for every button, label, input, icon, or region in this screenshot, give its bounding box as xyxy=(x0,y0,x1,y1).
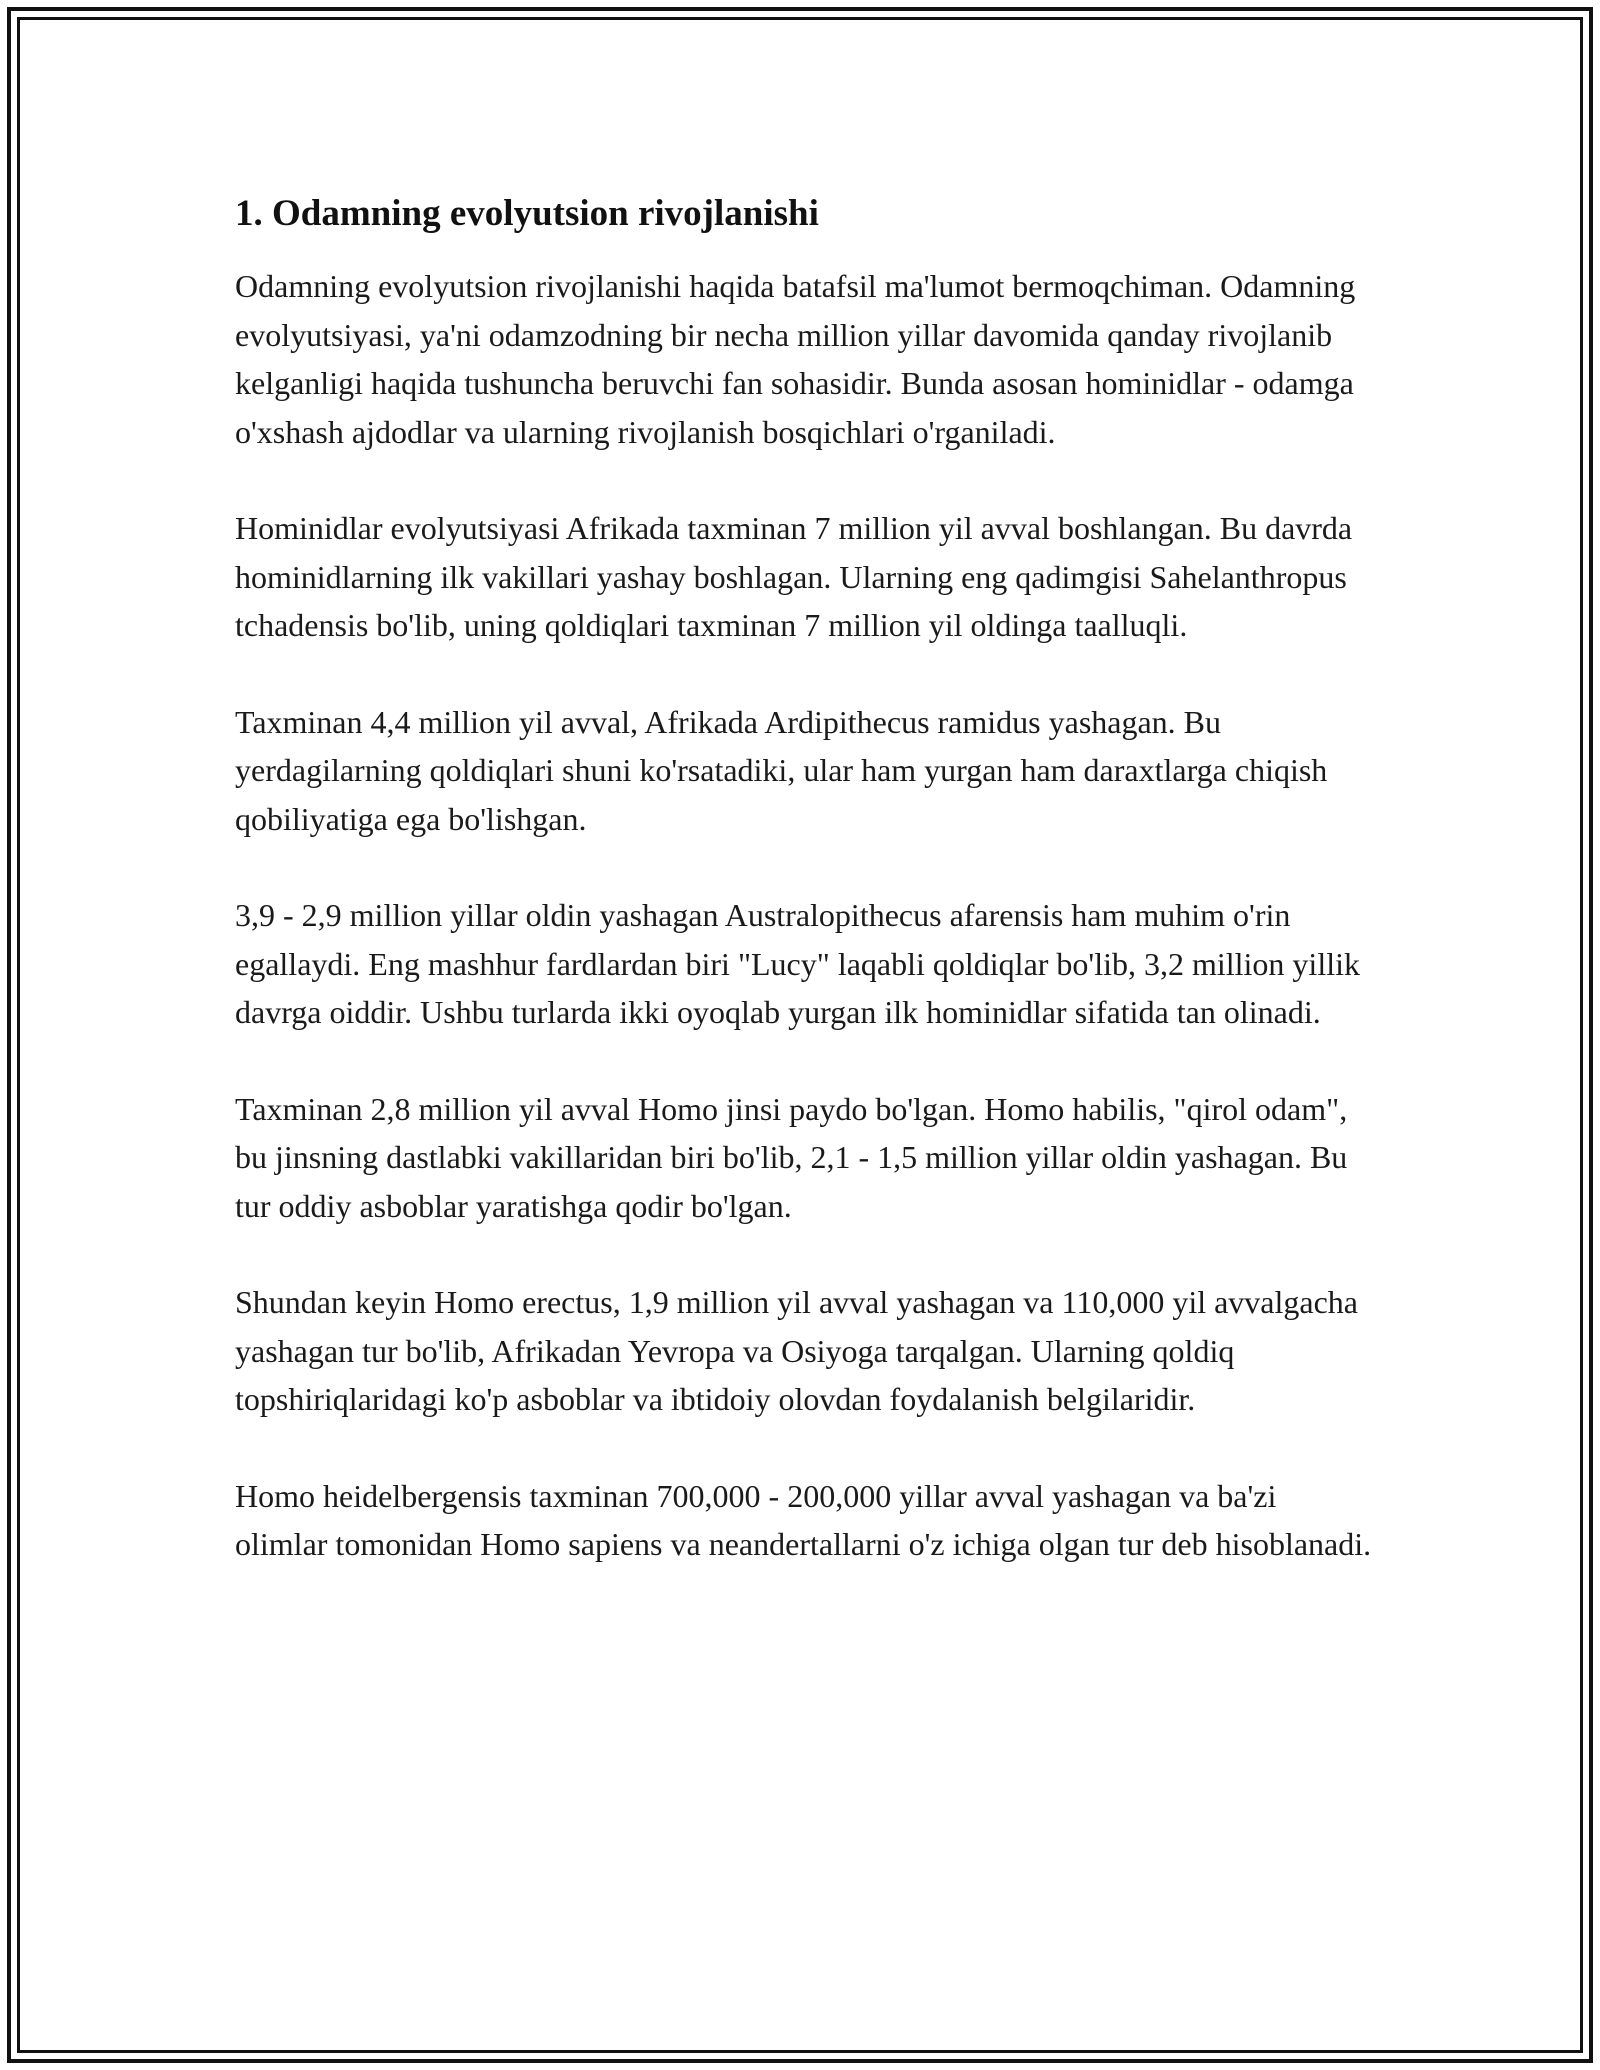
paragraph-australopithecus: 3,9 - 2,9 million yillar oldin yashagan Australopithecus afarensis ham muhim o'rin egallaydi. Eng mashhur fardlardan biri "Lucy" laqabli qoldiqlar bo'lib, 3,2 million yillik davrga oiddir. Ushbu turlarda ikki oyoqlab yurgan ilk hominidlar sifatida tan olinadi. xyxy=(235,897,1360,1030)
paragraph-sahelanthropus: Hominidlar evolyutsiyasi Afrikada taxminan 7 million yil avval boshlangan. Bu davrda hominidlarning ilk vakillari yashay boshlagan. Ularning eng qadimgisi Sahelanthropus tchadensis bo'lib, uning qoldiqlari taxminan 7 million yil oldinga taalluqli. xyxy=(235,510,1353,643)
paragraph-homo-habilis: Taxminan 2,8 million yil avval Homo jinsi paydo bo'lgan. Homo habilis, "qirol odam", bu jinsning dastlabki vakillaridan biri bo'lib, 2,1 - 1,5 million yillar oldin yashagan. Bu tur oddiy asboblar yaratishga qodir bo'lgan. xyxy=(235,1090,1348,1224)
paragraph-ardipithecus: Taxminan 4,4 million yil avval, Afrikada Ardipithecus ramidus yashagan. Bu yerdagilarning qoldiqlari shuni ko'rsatadiki, ular ham yurgan ham daraxtlarga chiqish qobiliyatiga ega bo'lishgan. xyxy=(235,703,1328,837)
paragraph-homo-heidelbergensis: Homo heidelbergensis taxminan 700,000 - 200,000 yillar avval yashagan va ba'zi olimlar tomonidan Homo sapiens va neandertallarni o'z ichiga olgan tur deb hisoblanadi. xyxy=(235,1477,1372,1562)
document-body xyxy=(235,186,1375,1617)
paragraph-intro: Odamning evolyutsion rivojlanishi haqida batafsil ma'lumot bermoqchiman. Odamning evolyutsiyasi, ya'ni odamzodning bir necha million yillar davomida qanday rivojlanib kelganligi haqida tushuncha beruvchi fan sohasidir. Bunda asosan hominidlar - odamga o'xshash ajdodlar va ularning rivojlanish bosqichlari o'rganiladi. xyxy=(235,268,1356,450)
paragraph-homo-erectus: Shundan keyin Homo erectus, 1,9 million yil avval yashagan va 110,000 yil avvalgacha yashagan tur bo'lib, Afrikadan Yevropa va Osiyoga tarqalgan. Ularning qoldiq topshiriqlaridagi ko'p asboblar va ibtidoiy olovdan foydalanish belgilaridir. xyxy=(235,1284,1358,1417)
document-title: 1. Odamning evolyutsion rivojlanishi xyxy=(235,193,819,234)
